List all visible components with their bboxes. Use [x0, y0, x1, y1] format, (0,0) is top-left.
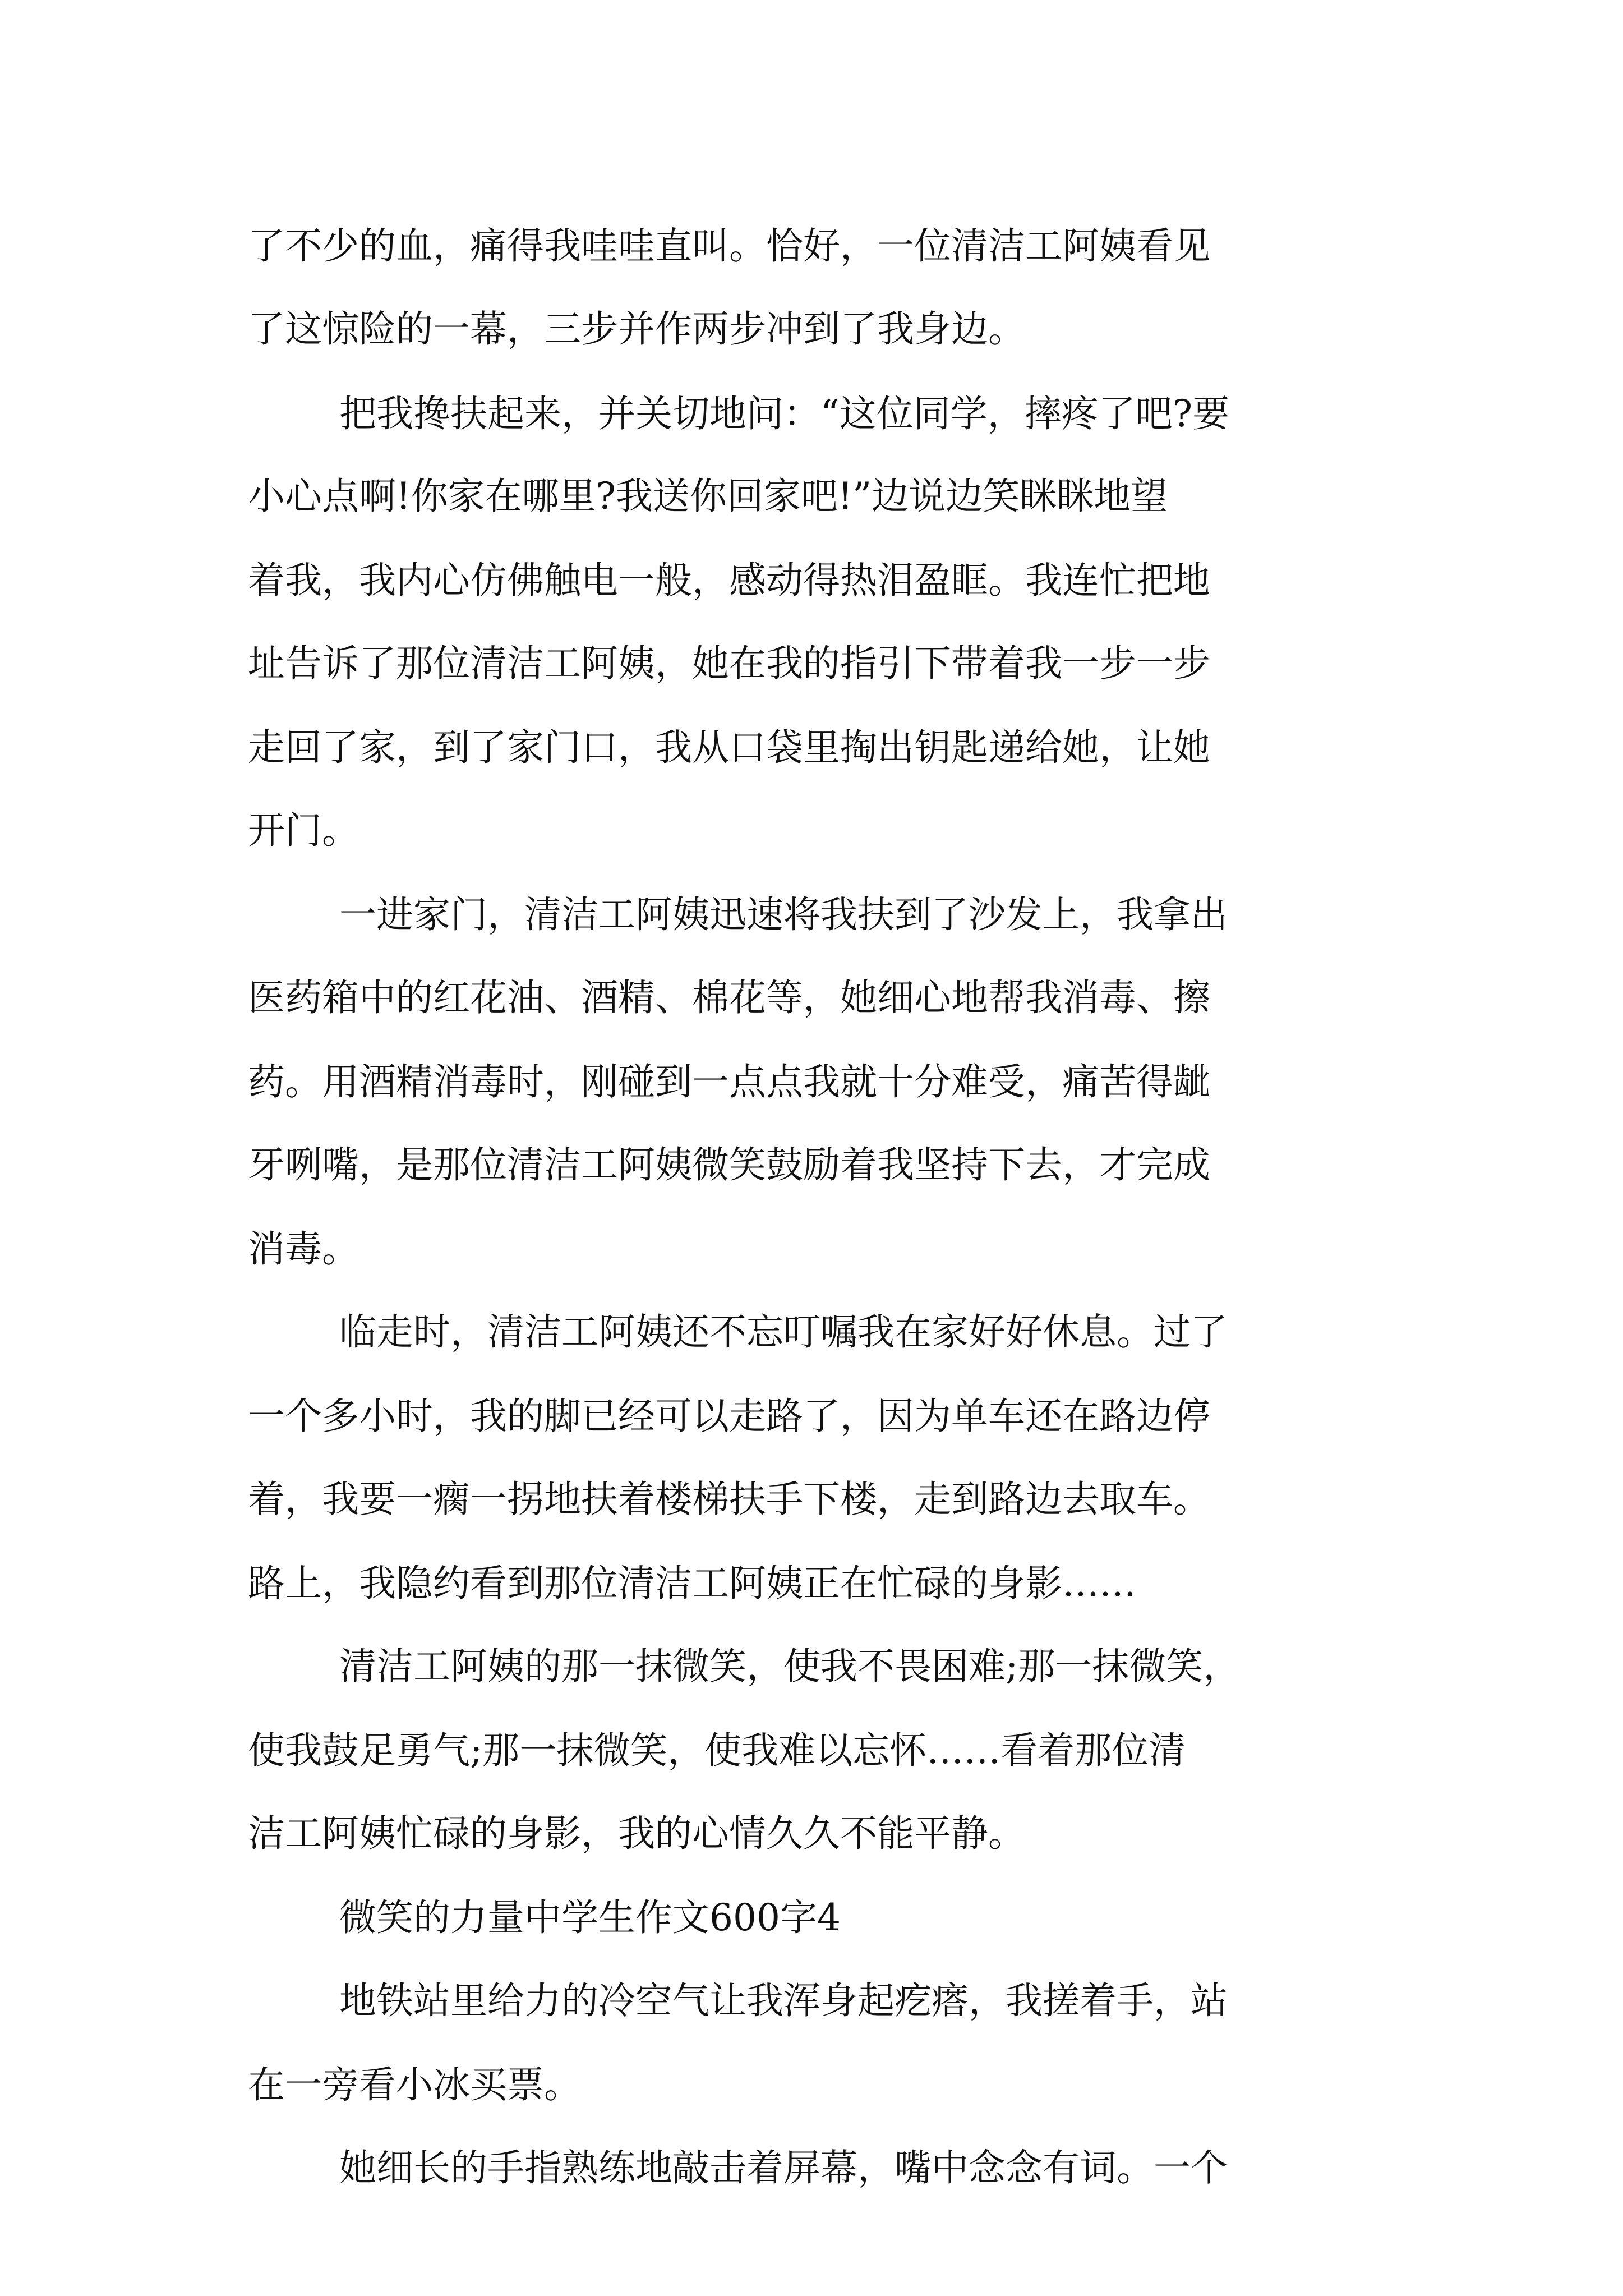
- text-line: 开门。: [248, 809, 359, 852]
- text-line: 一进家门，清洁工阿姨迅速将我扶到了沙发上，我拿出: [339, 893, 1228, 936]
- text-line: 着，我要一瘸一拐地扶着楼梯扶手下楼，走到路边去取车。: [248, 1478, 1210, 1521]
- text-line: 了这惊险的一幕，三步并作两步冲到了我身边。: [248, 307, 1025, 351]
- text-line: 牙咧嘴，是那位清洁工阿姨微笑鼓励着我坚持下去，才完成: [248, 1143, 1210, 1186]
- text-line: 使我鼓足勇气;那一抹微笑，使我难以忘怀……看着那位清: [248, 1729, 1186, 1772]
- text-line: 把我搀扶起来，并关切地问：“这位同学，摔疼了吧?要: [339, 392, 1230, 435]
- text-line: 清洁工阿姨的那一抹微笑，使我不畏困难;那一抹微笑，: [339, 1645, 1241, 1688]
- text-line: 着我，我内心仿佛触电一般，感动得热泪盈眶。我连忙把地: [248, 559, 1210, 602]
- text-line: 临走时，清洁工阿姨还不忘叮嘱我在家好好休息。过了: [339, 1310, 1228, 1354]
- text-line: 址告诉了那位清洁工阿姨，她在我的指引下带着我一步一步: [248, 642, 1210, 685]
- text-line: 她细长的手指熟练地敲击着屏幕，嘴中念念有词。一个: [339, 2146, 1228, 2189]
- text-line: 洁工阿姨忙碌的身影，我的心情久久不能平静。: [248, 1812, 1025, 1855]
- section-heading: 微笑的力量中学生作文600字4: [339, 1896, 841, 1939]
- text-line: 路上，我隐约看到那位清洁工阿姨正在忙碌的身影……: [248, 1562, 1136, 1605]
- text-line: 地铁站里给力的冷空气让我浑身起疙瘩，我搓着手，站: [339, 1979, 1228, 2022]
- text-line: 医药箱中的红花油、酒精、棉花等，她细心地帮我消毒、擦: [248, 976, 1210, 1019]
- text-line: 药。用酒精消毒时，刚碰到一点点我就十分难受，痛苦得龇: [248, 1060, 1210, 1103]
- text-line: 走回了家，到了家门口，我从口袋里掏出钥匙递给她，让她: [248, 726, 1210, 769]
- text-line: 了不少的血，痛得我哇哇直叫。恰好，一位清洁工阿姨看见: [248, 224, 1210, 268]
- text-line: 小心点啊!你家在哪里?我送你回家吧!”边说边笑眯眯地望: [248, 475, 1168, 518]
- text-line: 消毒。: [248, 1227, 359, 1271]
- text-line: 一个多小时，我的脚已经可以走路了，因为单车还在路边停: [248, 1395, 1210, 1438]
- text-line: 在一旁看小冰买票。: [248, 2063, 581, 2106]
